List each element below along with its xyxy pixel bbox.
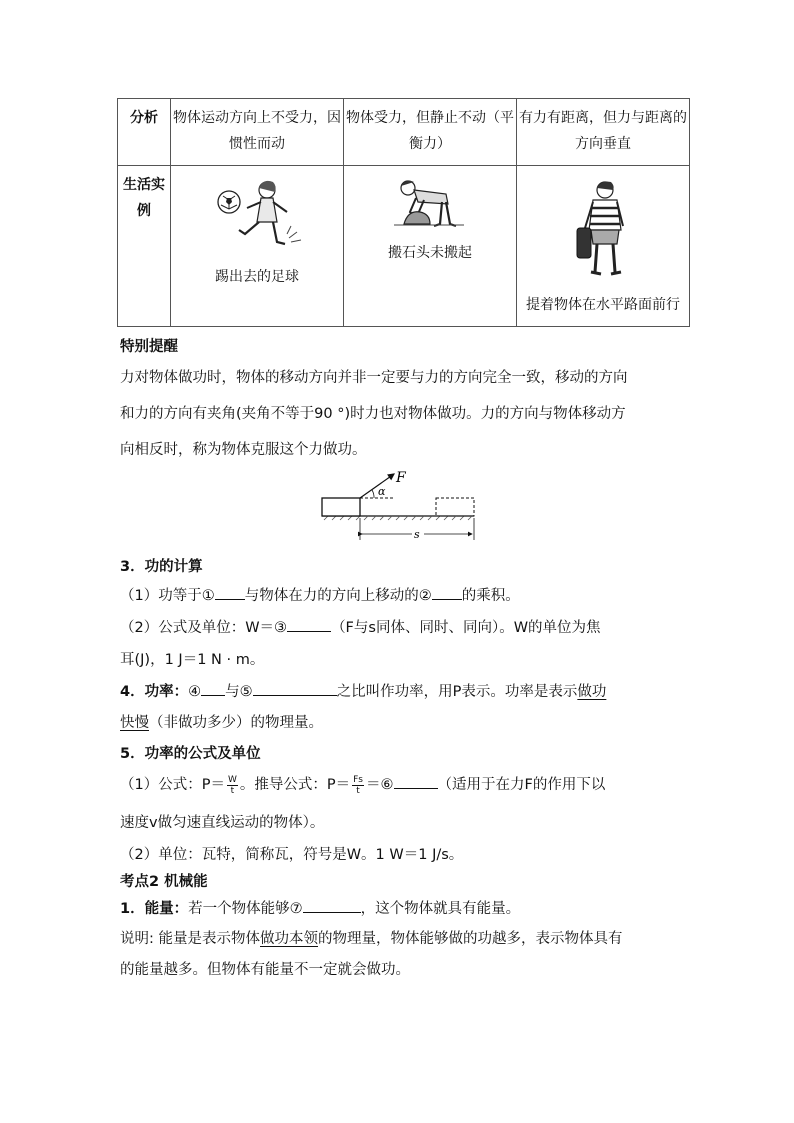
cell-line: 物体运动方向上不受力，因 [173, 110, 341, 126]
table-cell-example-3 [517, 166, 690, 327]
cell-line: 方向垂直 [575, 136, 631, 152]
example-caption: 踢出去的足球 [215, 269, 299, 285]
cell-line: 有力有距离，但力与距离的 [519, 110, 687, 126]
reminder-line-2: 和力的方向有夹角(夹角不等于90 °)时力也对物体做功。力的方向与物体移动方 [120, 406, 626, 422]
table-cell-example-1 [171, 166, 344, 327]
cell-line: 惯性而动 [229, 136, 285, 152]
block-end [436, 498, 474, 516]
person-lifting-stone-icon [384, 176, 468, 232]
work-calc-item-2: （2）公式及单位：W＝③ （F与s同体、同时、同向）。W的单位为焦 [120, 616, 601, 637]
power-unit: （2）单位：瓦特，简称瓦，符号是W。1 W＝1 J/s。 [120, 847, 464, 863]
reminder-line-3: 向相反时，称为物体克服这个力做功。 [120, 442, 367, 458]
force-arrow [360, 474, 394, 498]
table-cell-analysis-1 [171, 99, 344, 166]
work-calc-item-1: （1）功等于① 与物体在力的方向上移动的② 的乘积。 [120, 584, 520, 605]
distance-label: s [414, 528, 420, 541]
answer-blank-7[interactable] [303, 898, 361, 913]
table-cell-analysis-2 [344, 99, 517, 166]
reminder-line-1: 力对物体做功时，物体的移动方向并非一定要与力的方向完全一致，移动的方向 [120, 370, 628, 386]
work-calc-item-2-line-2: 耳(J)，1 J＝1 N · m。 [120, 652, 265, 668]
force-label: F [396, 470, 406, 486]
example-caption: 搬石头未搬起 [388, 245, 472, 261]
table-header-examples: 生活实 例 [118, 166, 171, 327]
fraction-fs-over-t: $\frac{Fs}{t}$ [353, 774, 363, 796]
table-row-examples [118, 166, 690, 327]
energy-note-line-1: 说明: 能量是表示物体做功本领的物理量，物体能够做的功越多，表示物体具有 [120, 931, 623, 947]
answer-blank-2[interactable] [432, 585, 462, 600]
power-definition: 4．功率：④ 与⑤ 之比叫作功率，用P表示。功率是表示做功 [120, 680, 606, 701]
power-formula-line-1: （1）公式：P＝ $\frac{W}{t}$ 。推导公式：P＝ $\frac{Fs}{t}$ ＝⑥ （适用于在力F的作用下以 [120, 774, 606, 796]
answer-blank-1[interactable] [215, 585, 245, 600]
example-caption: 提着物体在水平路面前行 [526, 297, 680, 313]
force-diagram [318, 468, 478, 544]
block-start [322, 498, 360, 516]
table-cell-example-2 [344, 166, 517, 327]
answer-blank-6[interactable] [394, 774, 438, 789]
fraction-w-over-t: $\frac{W}{t}$ [227, 774, 237, 796]
reminder-title: 特别提醒 [120, 339, 178, 355]
work-cases-table [117, 98, 690, 327]
energy-note-line-2: 的能量越多。但物体有能量不一定就会做功。 [120, 962, 410, 978]
answer-blank-4[interactable] [201, 681, 225, 696]
table-row-analysis [118, 99, 690, 166]
angle-arc [372, 490, 374, 498]
cell-line: 衡力） [409, 136, 451, 152]
power-formula-line-2: 速度v做匀速直线运动的物体）。 [120, 815, 325, 831]
table-header-analysis: 分析 [118, 99, 171, 166]
power-formula-title: 5．功率的公式及单位 [120, 746, 261, 762]
power-definition-line-2: 快慢（非做功多少）的物理量。 [120, 715, 323, 731]
girl-kicking-ball-icon [215, 178, 307, 258]
energy-definition: 1．能量：若一个物体能够⑦ ，这个物体就具有能量。 [120, 897, 520, 918]
answer-blank-3[interactable] [287, 617, 331, 632]
cell-line: 物体受力，但静止不动（平 [346, 110, 514, 126]
table-cell-analysis-3 [517, 99, 690, 166]
answer-blank-5[interactable] [253, 681, 337, 696]
boy-carrying-bag-icon [575, 180, 635, 284]
work-calc-title: 3．功的计算 [120, 559, 203, 575]
angle-label: α [378, 485, 386, 498]
kaodian2-title: 考点2 机械能 [120, 874, 208, 890]
